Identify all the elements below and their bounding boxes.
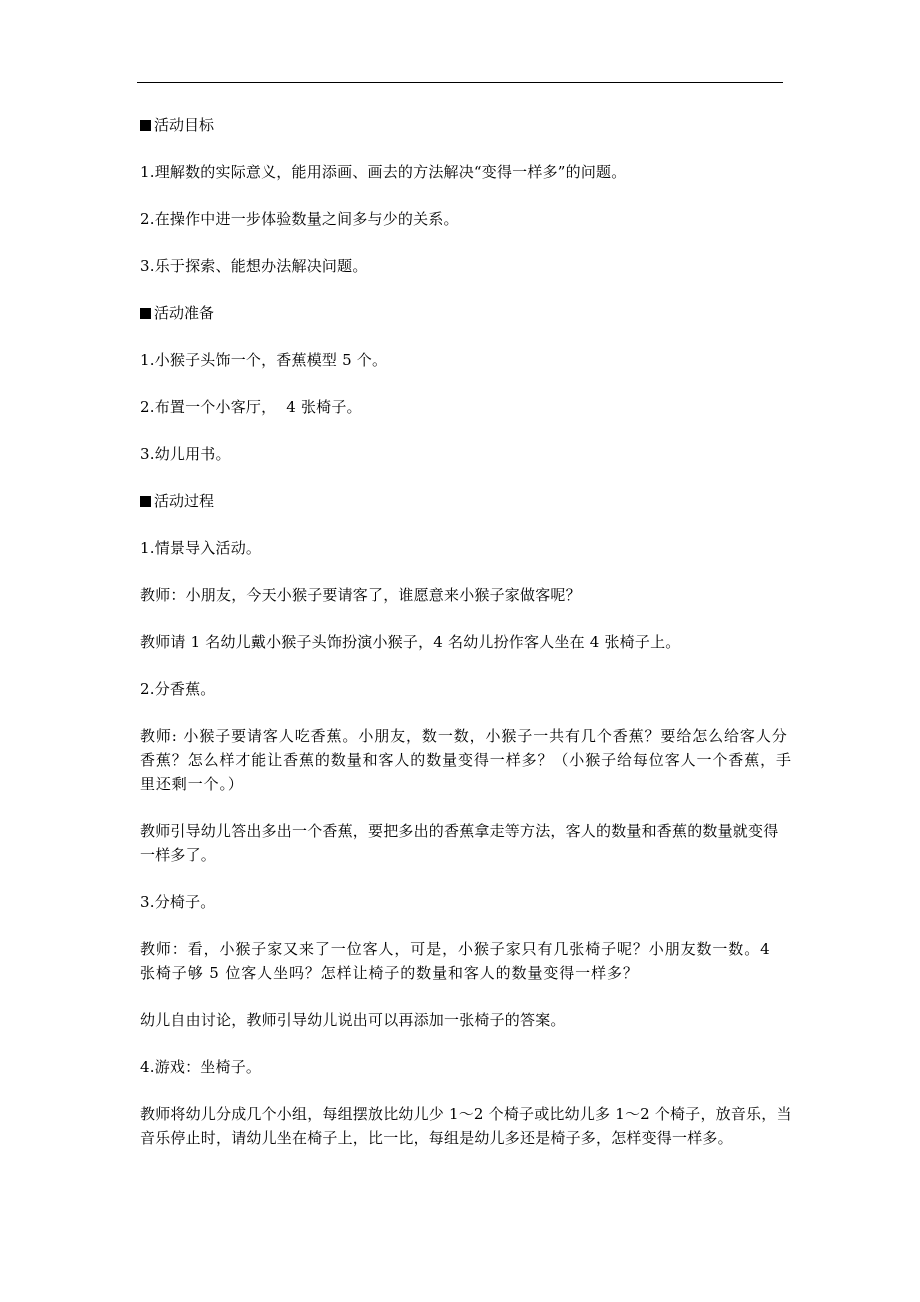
paragraph: 3.乐于探索、能想办法解决问题。	[140, 257, 368, 275]
paragraph: 1.小猴子头饰一个，香蕉模型 5 个。	[140, 351, 388, 369]
square-bullet-icon	[140, 308, 151, 319]
square-bullet-icon	[140, 120, 151, 131]
heading-text: 活动目标	[154, 116, 215, 134]
paragraph: 4.游戏：坐椅子。	[140, 1058, 262, 1076]
paragraph: 教师：小朋友，今天小猴子要请客了，谁愿意来小猴子家做客呢？	[140, 586, 581, 604]
paragraph: 教师：看，小猴子家又来了一位客人，可是，小猴子家只有几张椅子呢？小朋友数一数。4 张椅子够 5 位客人坐吗？怎样让椅子的数量和客人的数量变得一样多？	[140, 940, 771, 982]
paragraph: 1.情景导入活动。	[140, 539, 262, 557]
paragraph: 教师: 小猴子要请客人吃香蕉。小朋友，数一数，小猴子一共有几个香蕉？要给怎么给客人分香蕉？怎么样才能让香蕉的数量和客人的数量变得一样多？（小猴子给每位客人一个香蕉，手里还剩一个。）	[140, 727, 792, 793]
paragraph: 2.在操作中进一步体验数量之间多与少的关系。	[140, 210, 459, 228]
header-rule	[137, 82, 783, 83]
section-heading-process	[140, 489, 792, 513]
paragraph: 3.幼儿用书。	[140, 445, 231, 463]
section-heading-goals	[140, 113, 792, 137]
document-body	[140, 113, 792, 1173]
paragraph: 3.分椅子。	[140, 893, 216, 911]
paragraph: 1.理解数的实际意义，能用添画、画去的方法解决“变得一样多”的问题。	[140, 163, 627, 181]
heading-text: 活动过程	[154, 492, 215, 510]
paragraph: 教师将幼儿分成几个小组，每组摆放比幼儿少 1～2 个椅子或比幼儿多 1～2 个椅子，放音乐，当音乐停止时，请幼儿坐在椅子上，比一比，每组是幼儿多还是椅子多，怎样变得一样多。	[140, 1105, 792, 1147]
paragraph: 2.分香蕉。	[140, 680, 216, 698]
paragraph: 教师引导幼儿答出多出一个香蕉，要把多出的香蕉拿走等方法，客人的数量和香蕉的数量就变得一样多了。	[140, 822, 779, 864]
section-heading-prep	[140, 301, 792, 325]
paragraph: 教师请 1 名幼儿戴小猴子头饰扮演小猴子，4 名幼儿扮作客人坐在 4 张椅子上。	[140, 633, 681, 651]
square-bullet-icon	[140, 496, 151, 507]
paragraph: 2.布置一个小客厅， 4 张椅子。	[140, 398, 362, 416]
heading-text: 活动准备	[154, 304, 215, 322]
paragraph: 幼儿自由讨论，教师引导幼儿说出可以再添加一张椅子的答案。	[140, 1011, 566, 1029]
